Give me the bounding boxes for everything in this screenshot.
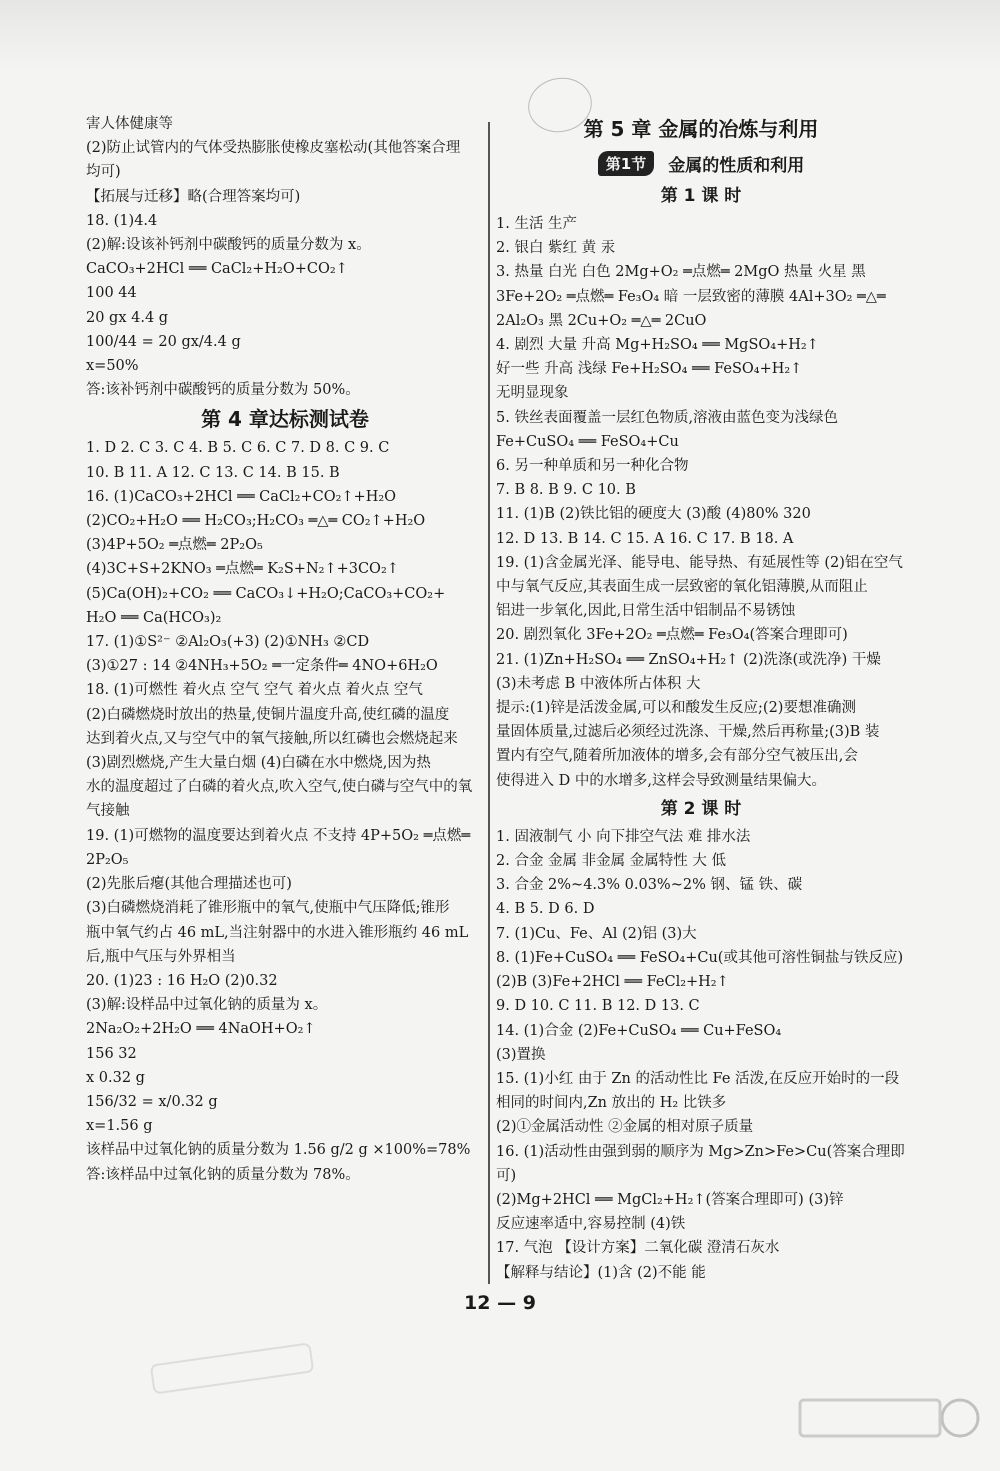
answer-line: 2Na₂O₂+2H₂O ══ 4NaOH+O₂↑ bbox=[86, 1021, 316, 1038]
section-badge: 第1节 bbox=[598, 151, 654, 176]
answer-line: 3. 合金 2%~4.3% 0.03%~2% 钢、锰 铁、碳 bbox=[496, 877, 803, 894]
answer-line: 18. (1)4.4 bbox=[86, 212, 158, 229]
answer-line: 5. 铁丝表面覆盖一层红色物质,溶液由蓝色变为浅绿色 bbox=[496, 409, 839, 426]
answer-line: 3Fe+2O₂ ═点燃═ Fe₃O₄ 暗 一层致密的薄膜 4Al+3O₂ ═△═ bbox=[496, 288, 886, 305]
answer-line: 6. 另一种单质和另一种化合物 bbox=[496, 458, 689, 475]
lesson-heading: 第 2 课 时 bbox=[660, 798, 742, 819]
answer-line: 可) bbox=[496, 1167, 517, 1184]
left-column bbox=[86, 112, 484, 1187]
answer-line: 17. (1)①S²⁻ ②Al₂O₃(+3) (2)①NH₃ ②CD bbox=[86, 634, 370, 651]
answer-line: 【解释与结论】(1)含 (2)不能 能 bbox=[496, 1264, 706, 1281]
answer-line: 156 32 bbox=[86, 1045, 137, 1062]
answer-line: 1. 固液制气 小 向下排空气法 难 排水法 bbox=[496, 828, 751, 845]
answer-line: 21. (1)Zn+H₂SO₄ ══ ZnSO₄+H₂↑ (2)洗涤(或洗净) 干燥 bbox=[496, 651, 881, 668]
answer-line: 3. 热量 白光 白色 2Mg+O₂ ═点燃═ 2MgO 热量 火星 黑 bbox=[496, 264, 866, 281]
chapter-heading: 第 4 章达标测试卷 bbox=[201, 407, 369, 432]
page-number: 12 — 9 bbox=[464, 1292, 536, 1314]
answer-line: 20. (1)23 : 16 H₂O (2)0.32 bbox=[86, 972, 278, 989]
answer-line: x=1.56 g bbox=[86, 1118, 153, 1135]
section-heading bbox=[496, 146, 906, 180]
answer-line: (3)剧烈燃烧,产生大量白烟 (4)白磷在水中燃烧,因为热 bbox=[86, 755, 431, 772]
answer-line: 16. (1)CaCO₃+2HCl ══ CaCl₂+CO₂↑+H₂O bbox=[86, 488, 397, 505]
answer-line: x=50% bbox=[86, 358, 139, 375]
answer-line: (5)Ca(OH)₂+CO₂ ══ CaCO₃↓+H₂O;CaCO₃+CO₂+ bbox=[86, 585, 446, 602]
answer-line: 8. (1)Fe+CuSO₄ ══ FeSO₄+Cu(或其他可溶性铜盐与铁反应) bbox=[496, 949, 904, 966]
answer-line: 相同的时间内,Zn 放出的 H₂ 比铁多 bbox=[496, 1095, 727, 1112]
answer-line: 7. (1)Cu、Fe、Al (2)铝 (3)大 bbox=[496, 925, 697, 942]
answer-line: (2)解:设该补钙剂中碳酸钙的质量分数为 x。 bbox=[86, 237, 371, 254]
answer-line: 答:该样品中过氧化钠的质量分数为 78%。 bbox=[86, 1166, 360, 1183]
answer-line: 16. (1)活动性由强到弱的顺序为 Mg>Zn>Fe>Cu(答案合理即 bbox=[496, 1143, 905, 1160]
answer-line: 9. D 10. C 11. B 12. D 13. C bbox=[496, 998, 700, 1015]
answer-line: 18. (1)可燃性 着火点 空气 空气 着火点 着火点 空气 bbox=[86, 682, 423, 699]
answer-line: (3)白磷燃烧消耗了锥形瓶中的氧气,使瓶中气压降低;锥形 bbox=[86, 900, 450, 917]
answer-line: CaCO₃+2HCl ══ CaCl₂+H₂O+CO₂↑ bbox=[86, 261, 348, 278]
answer-line: (2)先胀后瘪(其他合理描述也可) bbox=[86, 876, 292, 893]
answer-line: 中与氧气反应,其表面生成一层致密的氧化铝薄膜,从而阻止 bbox=[496, 579, 868, 596]
answer-line: (3)置换 bbox=[496, 1046, 546, 1063]
answer-line: 20. 剧烈氧化 3Fe+2O₂ ═点燃═ Fe₃O₄(答案合理即可) bbox=[496, 627, 848, 644]
answer-line: 水的温度超过了白磷的着火点,吹入空气,使白磷与空气中的氧 bbox=[86, 779, 473, 796]
answer-line: 2P₂O₅ bbox=[86, 851, 129, 868]
answer-line: 1. D 2. C 3. C 4. B 5. C 6. C 7. D 8. C 9. C bbox=[86, 440, 390, 457]
answer-line: 均可) bbox=[86, 164, 121, 181]
answer-line: 答:该补钙剂中碳酸钙的质量分数为 50%。 bbox=[86, 382, 360, 399]
chapter-heading: 第 5 章 金属的冶炼与利用 bbox=[583, 117, 819, 141]
answer-line: 铝进一步氧化,因此,日常生活中铝制品不易锈蚀 bbox=[496, 603, 796, 620]
answer-line: (3)解:设样品中过氧化钠的质量为 x。 bbox=[86, 997, 328, 1014]
answer-line: 7. B 8. B 9. C 10. B bbox=[496, 482, 636, 499]
answer-line: (2)防止试管内的气体受热膨胀使橡皮塞松动(其他答案合理 bbox=[86, 140, 461, 157]
answer-line: (2)CO₂+H₂O ══ H₂CO₃;H₂CO₃ ═△═ CO₂↑+H₂O bbox=[86, 513, 426, 530]
answer-line: 量固体质量,过滤后必须经过洗涤、干燥,然后再称量;(3)B 装 bbox=[496, 724, 880, 741]
section-title: 金属的性质和利用 bbox=[668, 155, 805, 176]
answer-line: 该样品中过氧化钠的质量分数为 1.56 g/2 g ×100%=78% bbox=[86, 1142, 471, 1159]
answer-line: 14. (1)合金 (2)Fe+CuSO₄ ══ Cu+FeSO₄ bbox=[496, 1022, 782, 1039]
answer-line: 11. (1)B (2)铁比铝的硬度大 (3)酸 (4)80% 320 bbox=[496, 506, 811, 523]
answer-line: 20 gx 4.4 g bbox=[86, 309, 169, 326]
answer-line: 置内有空气,随着所加液体的增多,会有部分空气被压出,会 bbox=[496, 748, 858, 765]
answer-line: 15. (1)小红 由于 Zn 的活动性比 Fe 活泼,在反应开始时的一段 bbox=[496, 1070, 900, 1087]
answer-line: 瓶中氧气约占 46 mL,当注射器中的水进入锥形瓶约 46 mL bbox=[86, 924, 469, 941]
answer-line: 100/44 = 20 gx/4.4 g bbox=[86, 333, 241, 350]
answer-line: 反应速率适中,容易控制 (4)铁 bbox=[496, 1216, 686, 1233]
answer-line: (3)①27 : 14 ②4NH₃+5O₂ ═一定条件═ 4NO+6H₂O bbox=[86, 658, 438, 675]
answer-line: 后,瓶中气压与外界相当 bbox=[86, 948, 236, 965]
answer-line: (2)Mg+2HCl ══ MgCl₂+H₂↑(答案合理即可) (3)锌 bbox=[496, 1191, 844, 1208]
lesson-heading: 第 1 课 时 bbox=[660, 186, 742, 206]
scan-shadow bbox=[0, 0, 1000, 70]
answer-line: 【拓展与迁移】略(合理答案均可) bbox=[86, 188, 301, 205]
watermark-left-logo bbox=[148, 1336, 322, 1399]
answer-line: 使得进入 D 中的水增多,这样会导致测量结果偏大。 bbox=[496, 772, 826, 789]
answer-line: 10. B 11. A 12. C 13. C 14. B 15. B bbox=[86, 464, 340, 481]
answer-line: 17. 气泡 【设计方案】二氧化碳 澄清石灰水 bbox=[496, 1240, 780, 1257]
answer-line: 害人体健康等 bbox=[86, 116, 173, 132]
answer-line: 1. 生活 生产 bbox=[496, 216, 578, 232]
answer-line: 4. B 5. D 6. D bbox=[496, 901, 595, 918]
answer-line: (4)3C+S+2KNO₃ ═点燃═ K₂S+N₂↑+3CO₂↑ bbox=[86, 561, 399, 578]
answer-line: 19. (1)含金属光泽、能导电、能导热、有延展性等 (2)铝在空气 bbox=[496, 554, 903, 571]
answer-line: 气接触 bbox=[86, 803, 130, 820]
answer-line: H₂O ══ Ca(HCO₃)₂ bbox=[86, 609, 222, 626]
answer-line: 2Al₂O₃ 黑 2Cu+O₂ ═△═ 2CuO bbox=[496, 312, 707, 329]
answer-line: (2)B (3)Fe+2HCl ══ FeCl₂+H₂↑ bbox=[496, 974, 729, 991]
answer-line: (3)未考虑 B 中液体所占体积 大 bbox=[496, 675, 701, 692]
answer-line: 无明显现象 bbox=[496, 385, 569, 402]
answer-line: 达到着火点,又与空气中的氧气接触,所以红磷也会燃烧起来 bbox=[86, 730, 458, 747]
answer-line: 156/32 = x/0.32 g bbox=[86, 1093, 218, 1110]
answer-line: 好一些 升高 浅绿 Fe+H₂SO₄ ══ FeSO₄+H₂↑ bbox=[496, 361, 803, 378]
answer-line: 2. 银白 紫红 黄 汞 bbox=[496, 240, 616, 257]
answer-line: (2)白磷燃烧时放出的热量,使铜片温度升高,使红磷的温度 bbox=[86, 706, 450, 723]
column-divider bbox=[488, 122, 490, 1284]
answer-line: 100 44 bbox=[86, 285, 137, 302]
watermark-right-logo bbox=[790, 1390, 990, 1465]
answer-line: 19. (1)可燃物的温度要达到着火点 不支持 4P+5O₂ ═点燃═ bbox=[86, 827, 471, 844]
answer-line: 2. 合金 金属 非金属 金属特性 大 低 bbox=[496, 853, 726, 870]
answer-line: (2)①金属活动性 ②金属的相对原子质量 bbox=[496, 1119, 754, 1136]
answer-line: 4. 剧烈 大量 升高 Mg+H₂SO₄ ══ MgSO₄+H₂↑ bbox=[496, 337, 819, 354]
answer-line: Fe+CuSO₄ ══ FeSO₄+Cu bbox=[496, 433, 679, 450]
answer-line: 12. D 13. B 14. C 15. A 16. C 17. B 18. A bbox=[496, 530, 794, 547]
answer-line: x 0.32 g bbox=[86, 1069, 145, 1086]
answer-line: 提示:(1)锌是活泼金属,可以和酸发生反应;(2)要想准确测 bbox=[496, 700, 856, 717]
answer-line: (3)4P+5O₂ ═点燃═ 2P₂O₅ bbox=[86, 537, 263, 554]
right-column bbox=[496, 112, 906, 1285]
